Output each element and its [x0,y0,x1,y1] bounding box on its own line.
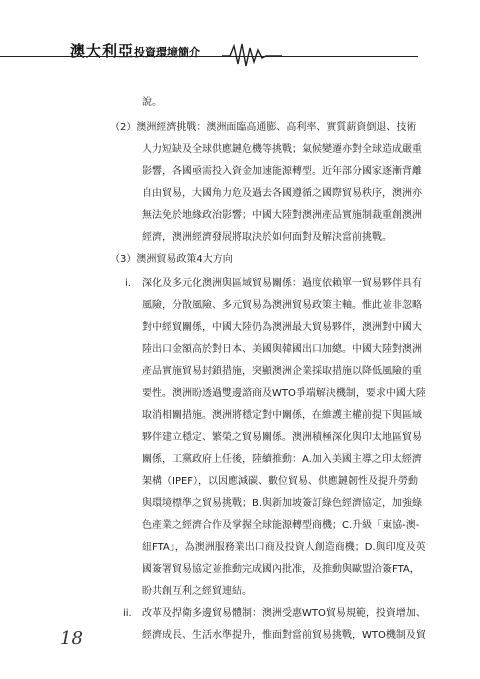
text-line: 產品實施貿易封鎖措施，突顯澳洲企業採取措施以降低風險的重 [142,366,422,377]
header-rule [0,56,418,57]
text-line: 盼共創互利之經貿連結。 [142,586,252,597]
text-line: （2）澳洲經濟挑戰：澳洲面臨高通膨、高利率、實質薪資倒退、技術 [110,122,417,133]
text-line: 自由貿易，大國角力危及過去各國遵循之國際貿易秩序，澳洲亦 [142,188,422,199]
list-marker: ii. [123,608,132,619]
text-line: （3）澳洲貿易政策4大方向 [110,254,233,265]
text-line: 夥伴建立穩定、繁榮之貿易關係。澳洲積極深化與印太地區貿易 [142,432,422,443]
text-line: 改革及捍衛多邊貿易體制：澳洲受惠WTO貿易規範，投資增加、 [142,608,426,619]
header-title-main: 澳大利亞 [70,42,135,60]
page-header [0,0,480,70]
text-line: 風險，分散風險、多元貿易為澳洲貿易政策主軸。惟此並非忽略 [142,300,422,311]
text-line: 經濟成長、生活水準提升，惟面對當前貿易挑戰，WTO機制及貿 [142,630,426,641]
text-line: 要性。澳洲盼透過雙邊諮商及WTO爭端解決機制，要求中國大陸 [142,388,426,399]
text-line: 色產業之經濟合作及掌握全球能源轉型商機；C.升級「東協-澳- [142,520,420,531]
text-line: 陸出口金額高於對日本、美國與韓國出口加總。中國大陸對澳洲 [142,344,422,355]
text-line: 說。 [142,97,162,108]
page-number: 18 [60,628,83,649]
text-line: 架構（IPEF），以因應減碳、數位貿易、供應鏈韌性及提升勞動 [142,476,419,487]
text-line: 影響，各國亟需投入資金加速能源轉型。近年部分國家逐漸背離 [142,166,422,177]
text-line: 取消相關措施。澳洲將穩定對中關係，在維護主權前提下與區域 [142,410,422,421]
list-marker: i. [125,278,131,289]
text-line: 關係，工黨政府上任後，陸續推動：A.加入美國主導之印太經濟 [142,454,422,465]
text-line: 經濟，澳洲經濟發展將取決於如何面對及解決當前挑戰。 [142,232,392,243]
text-line: 深化及多元化澳洲與區域貿易關係：過度依賴單一貿易夥伴具有 [142,278,422,289]
header-title [70,40,200,61]
text-line: 無法免於地緣政治影響；中國大陸對澳洲產品實施制裁重創澳洲 [142,210,422,221]
text-line: 紐FTA」，為澳洲服務業出口商及投資人創造商機；D.與印度及英 [142,542,426,553]
text-line: 人力短缺及全球供應鏈危機等挑戰；氣候變遷亦對全球造成嚴重 [142,144,422,155]
header-wave-decoration [222,40,282,70]
header-title-sub: 投資環境簡介 [134,46,201,59]
text-line: 與環境標準之貿易挑戰；B.與新加坡簽訂綠色經濟協定，加強綠 [142,498,423,509]
text-line: 國簽署貿易協定並推動完成國內批准，及推動與歐盟洽簽FTA， [142,564,420,575]
text-line: 對中經貿關係，中國大陸仍為澳洲最大貿易夥伴，澳洲對中國大 [142,322,422,333]
